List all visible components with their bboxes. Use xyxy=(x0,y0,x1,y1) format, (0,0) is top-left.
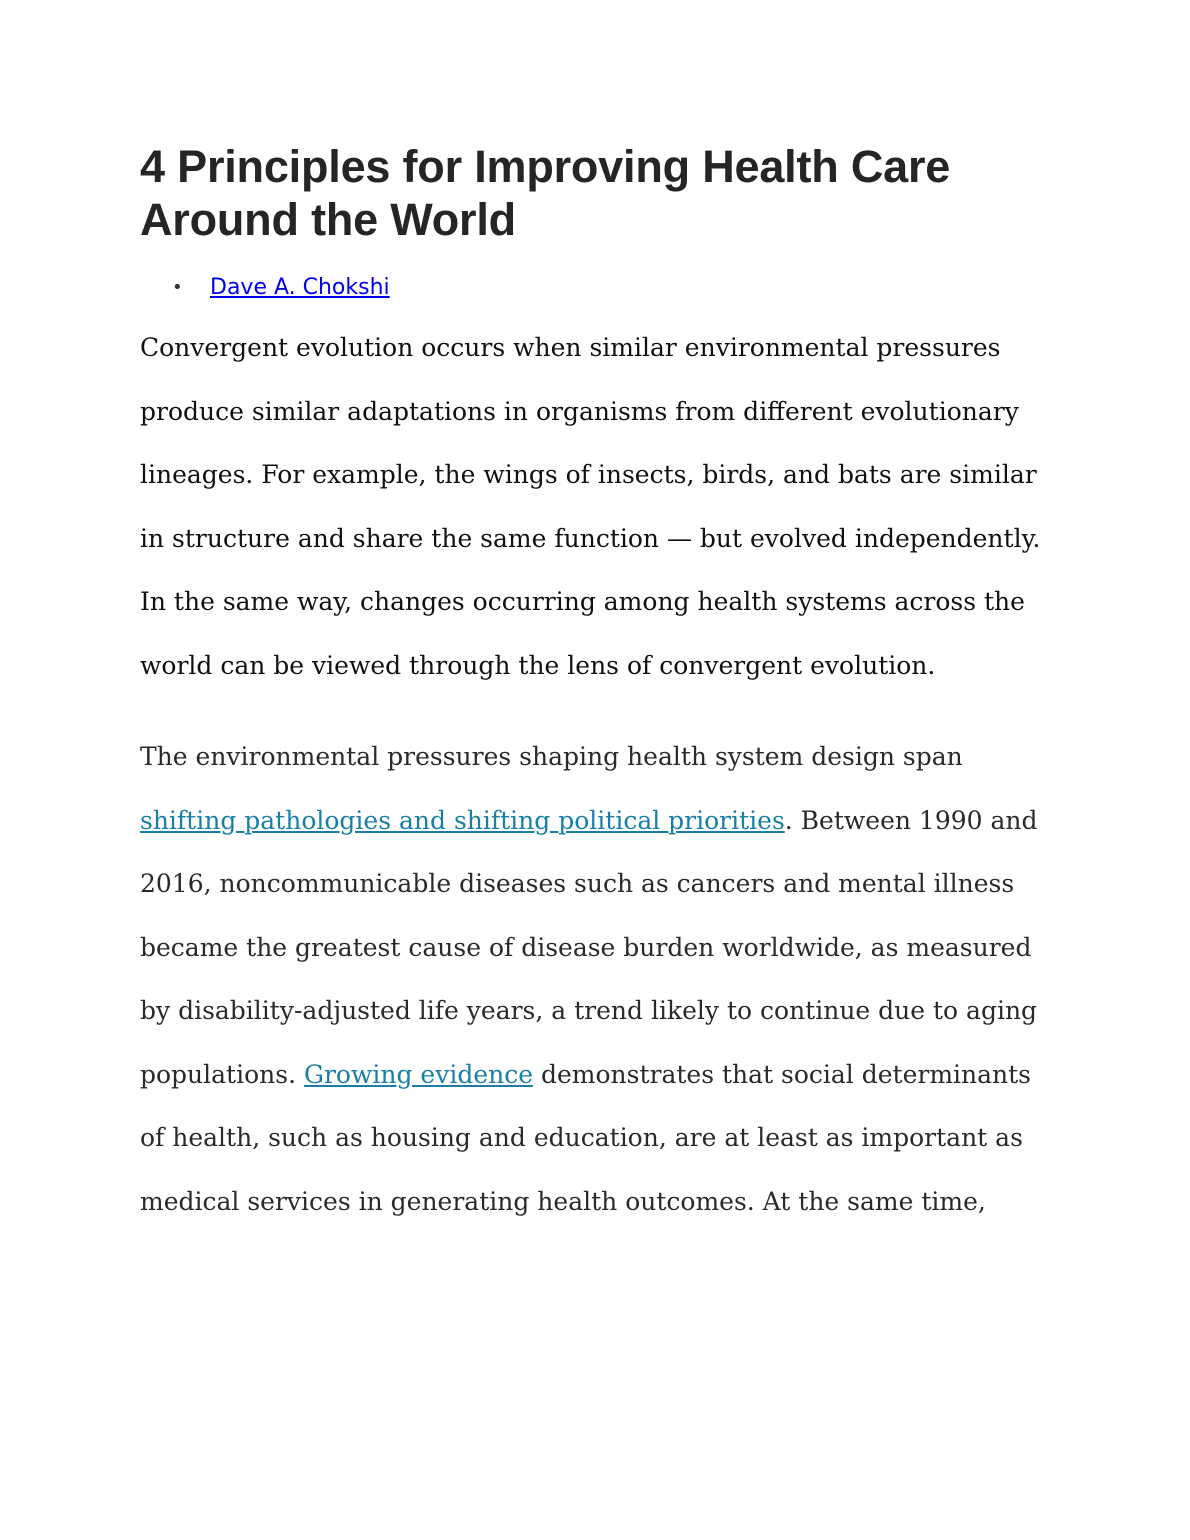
growing-evidence-link[interactable]: Growing evidence xyxy=(303,1059,534,1089)
paragraph-text: The environmental pressures shaping health system design span xyxy=(140,742,963,771)
author-item xyxy=(140,274,1050,302)
paragraph-pressures xyxy=(140,725,1050,1233)
paragraph-intro: Convergent evolution occurs when similar environmental pressures produce similar adaptations in organisms from different evolutionary lineages. For example, the wings of insects, birds, and bats are similar in structure and share the same function — but evolved independently. In the same way, changes occurring among health systems across the world can be viewed through the lens of convergent evolution. xyxy=(140,333,1041,680)
paragraph-text: demonstrates that social determinants of health, such as housing and education, are at least as important as medical services in generating health outcomes. At the same time, xyxy=(140,1059,1032,1216)
author-list xyxy=(140,274,1050,302)
shifting-pathologies-link[interactable]: shifting pathologies and shifting political priorities xyxy=(140,805,785,835)
article xyxy=(140,140,1050,1233)
paragraph-text: . Between 1990 and 2016, noncommunicable diseases such as cancers and mental illness became the greatest cause of disease burden worldwide, as measured by disability-adjusted life years, a trend likely to continue due to aging populations. xyxy=(140,805,1038,1089)
bullet-icon: • xyxy=(172,277,183,298)
article-title: 4 Principles for Improving Health Care Around the World xyxy=(140,141,951,245)
author-link[interactable]: Dave A. Chokshi xyxy=(210,275,390,300)
